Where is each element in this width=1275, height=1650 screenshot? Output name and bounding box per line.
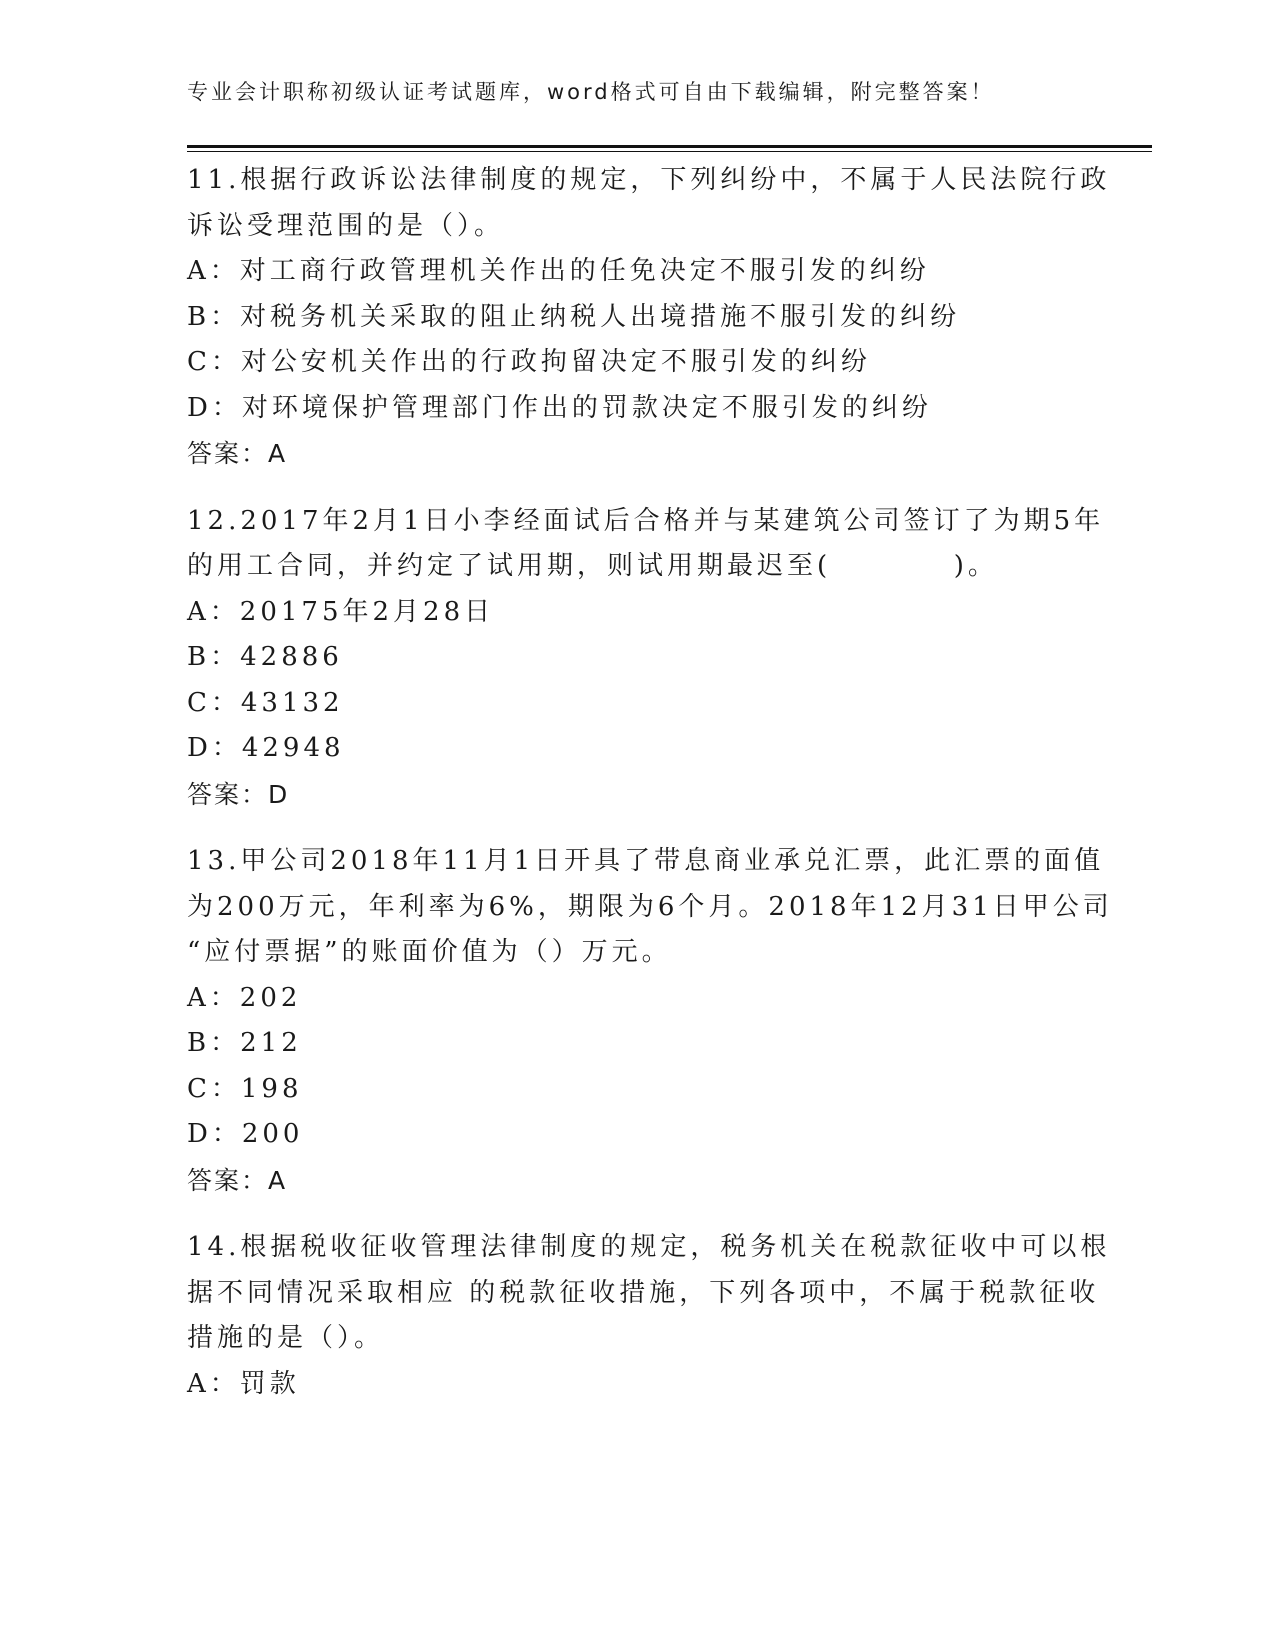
option-d: D：42948 (187, 733, 345, 763)
option-a: A：20175年2月28日 (187, 596, 495, 627)
option-c: C：对公安机关作出的行政拘留决定不服引发的纠纷 (187, 347, 871, 377)
option-c: C：43132 (187, 687, 344, 718)
answer-label: 答案：A (187, 1165, 288, 1195)
header-rule-thin (187, 151, 1152, 152)
question-14 (187, 1225, 1111, 1407)
question-stem-line: 14.根据税收征收管理法律制度的规定，税务机关在税款征收中可以根 (187, 1232, 1111, 1262)
option-b: B：212 (187, 1028, 302, 1058)
question-12 (187, 499, 1105, 818)
option-d: D：200 (187, 1119, 304, 1149)
option-a: A：罚款 (187, 1368, 300, 1399)
question-list (187, 158, 1113, 1429)
option-d: D：对环境保护管理部门作出的罚款决定不服引发的纠纷 (187, 392, 932, 423)
option-a: A：202 (187, 982, 302, 1013)
answer-label: 答案：A (187, 439, 288, 468)
question-stem-line: 措施的是（）。 (187, 1323, 385, 1353)
question-11 (187, 158, 1111, 477)
question-stem-line: 13.甲公司2018年11月1日开具了带息商业承兑汇票，此汇票的面值 (187, 846, 1105, 876)
question-13 (187, 839, 1113, 1203)
option-c: C：198 (187, 1073, 303, 1104)
header-rule-thick (187, 145, 1152, 148)
question-stem-line: 12.2017年2月1日小李经面试后合格并与某建筑公司签订了为期5年 (187, 505, 1105, 536)
question-stem-line: 的用工合同，并约定了试用期，则试用期最迟至( )。 (187, 551, 998, 581)
question-stem-line: 诉讼受理范围的是（）。 (187, 210, 505, 241)
option-b: B：对税务机关采取的阻止纳税人出境措施不服引发的纠纷 (187, 301, 961, 332)
page-header: 专业会计职称初级认证考试题库，word格式可自由下载编辑，附完整答案！ (187, 80, 995, 104)
option-a: A：对工商行政管理机关作出的任免决定不服引发的纠纷 (187, 256, 930, 286)
question-stem-line: 11.根据行政诉讼法律制度的规定，下列纠纷中，不属于人民法院行政 (187, 165, 1111, 195)
question-stem-line: “应付票据”的账面价值为（）万元。 (187, 937, 672, 967)
question-stem-line: 为200万元，年利率为6%，期限为6个月。2018年12月31日甲公司 (187, 891, 1113, 922)
question-stem-line: 据不同情况采取相应 的税款征收措施，下列各项中，不属于税款征收 (187, 1277, 1100, 1308)
option-b: B：42886 (187, 642, 343, 672)
answer-label: 答案：D (187, 779, 290, 809)
